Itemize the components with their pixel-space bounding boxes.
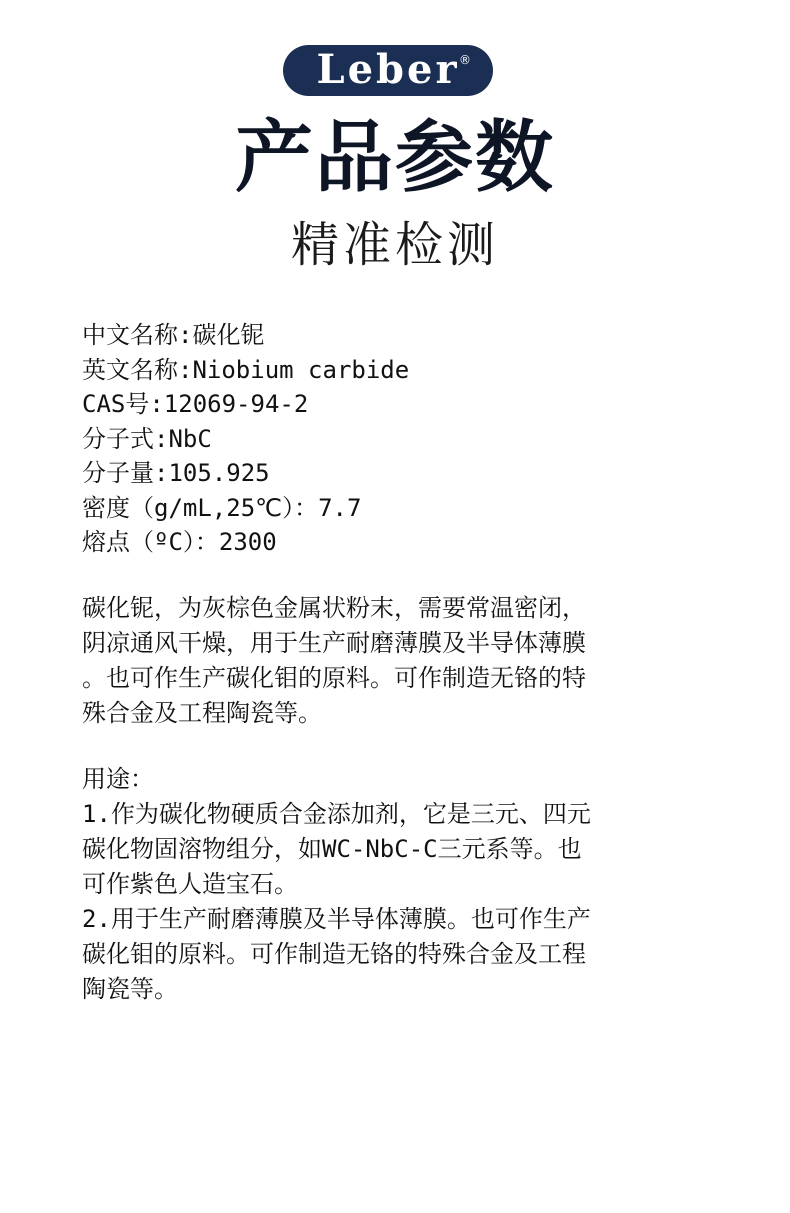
spec-chinese-name: 中文名称:碳化铌 — [82, 321, 265, 349]
uses-line: 碳化钼的原料。可作制造无铬的特殊合金及工程 — [82, 940, 586, 968]
spec-english-name: 英文名称:Niobium carbide — [82, 355, 410, 384]
brand-logo — [283, 45, 493, 96]
page-title: 产品参数 — [234, 112, 555, 203]
spec-list — [82, 318, 722, 560]
spec-melting-point: 熔点（ºC）：2300 — [82, 528, 277, 556]
uses-line: 可作紫色人造宝石。 — [82, 870, 298, 898]
page-subtitle: 精准检测 — [290, 217, 499, 273]
description-line: 碳化铌，为灰棕色金属状粉末，需要常温密闭， — [82, 594, 586, 622]
spec-formula: 分子式:NbC — [82, 424, 212, 453]
product-description — [82, 591, 722, 731]
uses-line: 1.作为碳化物硬质合金添加剂，它是三元、四元 — [82, 800, 591, 828]
description-line: 阴凉通风干燥，用于生产耐磨薄膜及半导体薄膜 — [82, 629, 586, 657]
spec-cas-number: CAS号:12069-94-2 — [82, 390, 309, 418]
description-line: 。也可作生产碳化钼的原料。可作制造无铬的特 — [82, 664, 586, 692]
uses-line: 陶瓷等。 — [82, 975, 178, 1003]
spec-molecular-weight: 分子量:105.925 — [82, 459, 270, 487]
uses-line: 2.用于生产耐磨薄膜及半导体薄膜。也可作生产 — [82, 905, 591, 933]
description-line: 殊合金及工程陶瓷等。 — [82, 699, 322, 727]
uses-line: 碳化物固溶物组分，如WC-NbC-C三元系等。也 — [82, 835, 582, 863]
registered-mark: ® — [459, 53, 471, 67]
uses-heading: 用途： — [82, 765, 154, 793]
uses-section — [82, 762, 722, 1007]
logo-text: Leber — [316, 45, 460, 93]
spec-density: 密度（g/mL,25℃）：7.7 — [82, 493, 362, 522]
